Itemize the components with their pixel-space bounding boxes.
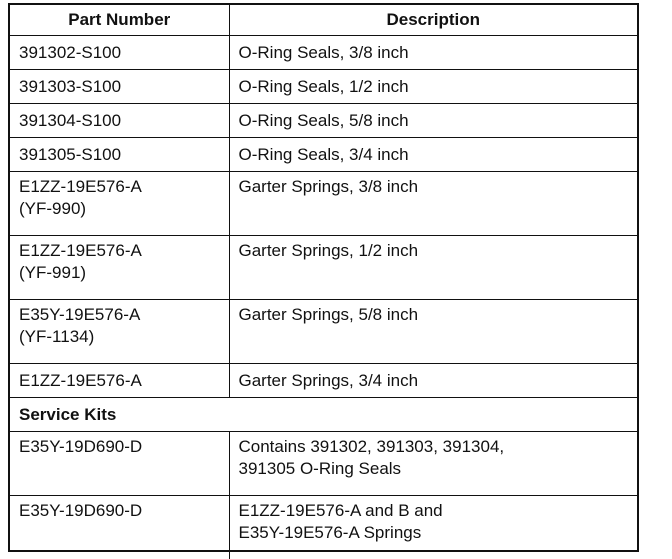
kit-description-line2: 391305 O-Ring Seals bbox=[239, 458, 632, 480]
part-number-line1: E35Y-19E576-A bbox=[19, 304, 223, 326]
table-row bbox=[10, 36, 637, 70]
part-number-cell: 391302-S100 bbox=[10, 36, 229, 70]
table-row bbox=[10, 364, 637, 398]
section-row bbox=[10, 398, 637, 432]
table-row bbox=[10, 104, 637, 138]
part-number-cell: 391305-S100 bbox=[10, 138, 229, 172]
part-number-cell bbox=[10, 300, 229, 364]
part-number-cell bbox=[10, 236, 229, 300]
part-number-cell: 391304-S100 bbox=[10, 104, 229, 138]
table-row bbox=[10, 70, 637, 104]
section-title: Service Kits bbox=[10, 398, 637, 432]
kit-description-cell bbox=[229, 432, 637, 496]
kit-description-line1: Contains 391302, 391303, 391304, bbox=[239, 436, 632, 458]
part-number-line2: (YF-990) bbox=[19, 198, 223, 220]
part-number-line1: E1ZZ-19E576-A bbox=[19, 240, 223, 262]
kit-row bbox=[10, 496, 637, 559]
description-cell: Garter Springs, 1/2 inch bbox=[229, 236, 637, 300]
table-row bbox=[10, 138, 637, 172]
part-number-line2: (YF-1134) bbox=[19, 326, 223, 348]
header-part-number: Part Number bbox=[10, 5, 229, 36]
table-header-row bbox=[10, 5, 637, 36]
part-number-cell: E1ZZ-19E576-A bbox=[10, 364, 229, 398]
kit-part-number-cell: E35Y-19D690-D bbox=[10, 496, 229, 559]
description-cell: Garter Springs, 3/8 inch bbox=[229, 172, 637, 236]
header-description: Description bbox=[229, 5, 637, 36]
kit-row bbox=[10, 432, 637, 496]
table-row bbox=[10, 236, 637, 300]
part-number-cell: 391303-S100 bbox=[10, 70, 229, 104]
part-number-line1: E1ZZ-19E576-A bbox=[19, 176, 223, 198]
description-cell: Garter Springs, 5/8 inch bbox=[229, 300, 637, 364]
kit-description-line2: E35Y-19E576-A Springs bbox=[239, 522, 632, 544]
description-cell: O-Ring Seals, 5/8 inch bbox=[229, 104, 637, 138]
kit-part-number-cell: E35Y-19D690-D bbox=[10, 432, 229, 496]
description-cell: O-Ring Seals, 3/4 inch bbox=[229, 138, 637, 172]
part-number-cell bbox=[10, 172, 229, 236]
parts-table-frame bbox=[8, 3, 639, 552]
kit-description-cell bbox=[229, 496, 637, 559]
part-number-line2: (YF-991) bbox=[19, 262, 223, 284]
parts-table bbox=[10, 5, 637, 559]
table-row bbox=[10, 172, 637, 236]
description-cell: O-Ring Seals, 3/8 inch bbox=[229, 36, 637, 70]
description-cell: O-Ring Seals, 1/2 inch bbox=[229, 70, 637, 104]
table-row bbox=[10, 300, 637, 364]
kit-description-line1: E1ZZ-19E576-A and B and bbox=[239, 500, 632, 522]
description-cell: Garter Springs, 3/4 inch bbox=[229, 364, 637, 398]
